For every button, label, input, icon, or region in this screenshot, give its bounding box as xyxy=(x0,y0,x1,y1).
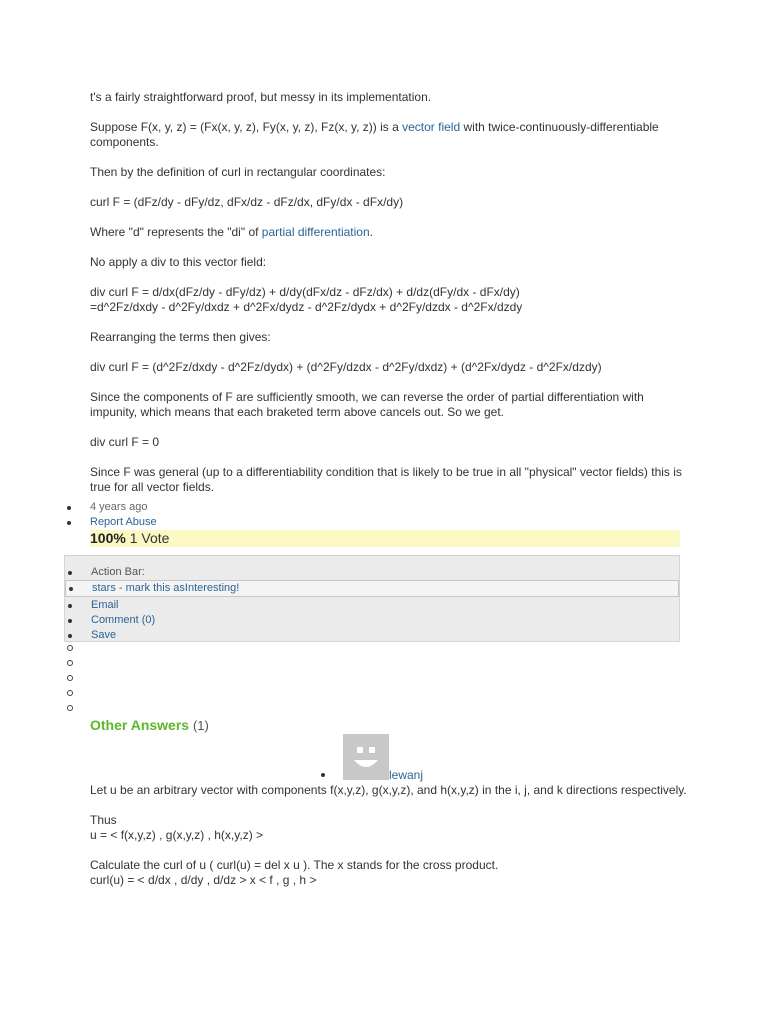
partial-differentiation-link[interactable]: partial differentiation xyxy=(261,225,370,239)
circle-bullet-icon xyxy=(67,690,73,696)
answer-equation-line: div curl F = (d^2Fz/dxdy - d^2Fz/dydx) + (d^2Fy/dzdx - d^2Fy/dxdz) + (d^2Fx/dydz - d^2Fx/dzdy) xyxy=(90,360,602,374)
vote-count: 1 Vote xyxy=(129,530,170,546)
answer-paragraph: Since the components of F are sufficiently smooth, we can reverse the order of partial differentiation with impunity, which means that each braketed term above cancels out. So we get. xyxy=(90,390,644,419)
bullet-icon xyxy=(321,773,325,777)
vote-summary xyxy=(90,530,680,547)
answer-text: . xyxy=(369,225,373,239)
answer-text: Suppose F(x, y, z) = (Fx(x, y, z), Fy(x, y, z), Fz(x, y, z)) is a xyxy=(90,120,403,134)
answer-paragraph: t's a fairly straightforward proof, but messy in its implementation. xyxy=(90,90,432,104)
answer-text: with twice-continuously-differentiable components. xyxy=(90,120,659,149)
bullet-icon xyxy=(67,506,71,510)
answer-paragraph: Since F was general (up to a differentiability condition that is likely to be true in all "physical" vector fields) this is true for all vector fields. xyxy=(90,465,682,494)
default-avatar-icon xyxy=(343,734,389,780)
bullet-icon xyxy=(68,634,72,638)
answer-meta-list xyxy=(0,500,768,530)
comment-action[interactable] xyxy=(65,613,679,628)
circle-bullet-icon xyxy=(67,705,73,711)
list-item xyxy=(0,515,768,530)
bullet-icon xyxy=(68,619,72,623)
answer-equation-line: div curl F = 0 xyxy=(90,435,160,449)
mark-interesting-link[interactable]: stars - mark this asInteresting! xyxy=(92,582,240,594)
comment-link[interactable]: Comment (0) xyxy=(91,614,156,626)
action-bar-label-item xyxy=(65,565,679,580)
answer-paragraph: Thus xyxy=(90,813,117,827)
stars-action[interactable] xyxy=(65,580,679,597)
other-answers-heading xyxy=(90,717,209,734)
bullet-icon xyxy=(68,571,72,575)
answer-paragraph: Let u be an arbitrary vector with components f(x,y,z), g(x,y,z), and h(x,y,z) in the i, j, and k directions respectively. xyxy=(90,783,687,797)
vote-percent: 100% xyxy=(90,530,126,546)
answer-equation-line: u = < f(x,y,z) , g(x,y,z) , h(x,y,z) > xyxy=(90,828,264,842)
vector-field-link[interactable]: vector field xyxy=(402,120,461,134)
other-answers-count: (1) xyxy=(192,718,209,733)
answer-equation-line: div curl F = d/dx(dFz/dy - dFy/dz) + d/dy(dFx/dz - dFz/dx) + d/dz(dFy/dx - dFx/dy) xyxy=(90,285,520,299)
answer-paragraph: Rearranging the terms then gives: xyxy=(90,330,271,344)
bullet-icon xyxy=(69,587,73,591)
answer-paragraph: No apply a div to this vector field: xyxy=(90,255,267,269)
report-abuse-link[interactable]: Report Abuse xyxy=(90,516,157,528)
action-bar xyxy=(64,555,680,642)
answer-paragraph xyxy=(90,225,690,240)
answer-paragraph: Calculate the curl of u ( curl(u) = del x u ). The x stands for the cross product. xyxy=(90,858,499,872)
answer-text: Where "d" represents the "di" of xyxy=(90,225,262,239)
answer-equation-line: =d^2Fz/dxdy - d^2Fy/dxdz + d^2Fx/dydz - d^2Fz/dydx + d^2Fy/dzdx - d^2Fx/dzdy xyxy=(90,300,523,314)
answer-author-link[interactable]: lewanj xyxy=(389,768,424,782)
answer-equation-line: curl(u) = < d/dx , d/dy , d/dz > x < f , g , h > xyxy=(90,873,317,887)
bullet-icon xyxy=(68,604,72,608)
circle-bullet-icon xyxy=(67,660,73,666)
other-answer-body xyxy=(90,783,690,888)
email-action[interactable] xyxy=(65,598,679,613)
save-link[interactable]: Save xyxy=(91,629,117,641)
answer-paragraph: Then by the definition of curl in rectangular coordinates: xyxy=(90,165,386,179)
time-ago: 4 years ago xyxy=(90,501,148,513)
answer-body xyxy=(90,90,690,495)
answer-paragraph xyxy=(90,120,690,150)
circle-bullet-icon xyxy=(67,645,73,651)
email-link[interactable]: Email xyxy=(91,599,119,611)
action-bar-label: Action Bar: xyxy=(91,566,145,578)
circle-bullet-icon xyxy=(67,675,73,681)
save-action[interactable] xyxy=(65,628,679,643)
bullet-icon xyxy=(67,521,71,525)
list-item xyxy=(0,500,768,515)
answer-paragraph: curl F = (dFz/dy - dFy/dz, dFx/dz - dFz/dx, dFy/dx - dFx/dy) xyxy=(90,195,404,209)
other-answers-title: Other Answers xyxy=(90,717,190,733)
empty-list xyxy=(67,645,73,720)
avatar[interactable] xyxy=(343,734,389,780)
